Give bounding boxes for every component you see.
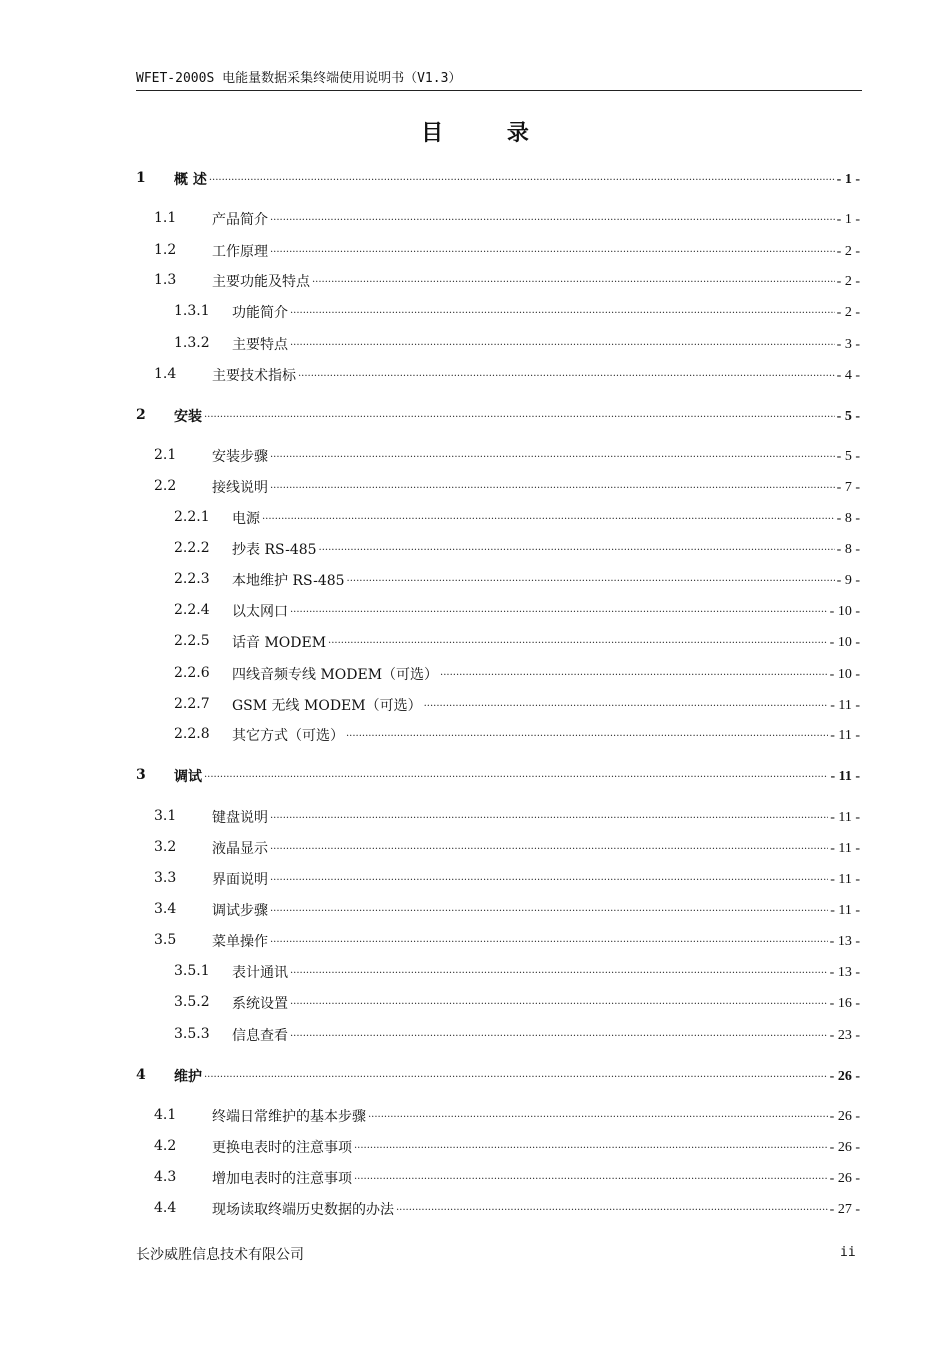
toc-leader-dots: [204, 408, 835, 426]
toc-entry[interactable]: [174, 568, 860, 590]
toc-entry[interactable]: [154, 207, 860, 229]
toc-entry-title: 主要功能及特点: [212, 274, 310, 290]
toc-entry-page: - 2 -: [836, 244, 860, 259]
toc-entry-number: 4.4: [154, 1200, 177, 1216]
toc-entry-number: 2.1: [154, 447, 177, 463]
toc-entry-title: 菜单操作: [212, 934, 268, 950]
toc-leader-dots: [270, 243, 835, 261]
toc-entry-number: 3.5.2: [174, 994, 210, 1010]
toc-entry-number: 2.2.7: [174, 696, 210, 712]
toc-entry[interactable]: [154, 269, 860, 291]
toc-entry-number: 3: [136, 767, 146, 783]
toc-entry[interactable]: [154, 475, 860, 497]
toc-entry[interactable]: [154, 1197, 860, 1219]
toc-entry-number: 2.2.2: [174, 540, 210, 556]
toc-entry-page: - 26 -: [829, 1171, 860, 1186]
toc-entry-page: - 11 -: [830, 728, 860, 743]
toc-entry-title: 概 述: [174, 172, 207, 188]
toc-leader-dots: [290, 304, 835, 322]
toc-entry-title: 增加电表时的注意事项: [212, 1171, 352, 1187]
toc-entry-title: 安装步骤: [212, 449, 268, 465]
toc-entry-page: - 2 -: [836, 305, 860, 320]
toc-leader-dots: [270, 840, 828, 858]
toc-entry[interactable]: [154, 867, 860, 889]
toc-leader-dots: [440, 666, 828, 684]
toc-entry-page: - 3 -: [836, 337, 860, 352]
toc-entry[interactable]: [174, 662, 860, 684]
toc-entry-number: 3.5.1: [174, 963, 210, 979]
toc-entry-number: 3.3: [154, 870, 177, 886]
toc-leader-dots: [354, 1139, 828, 1157]
toc-entry-title: 本地维护 RS-485: [232, 573, 345, 589]
toc-entry-page: - 4 -: [836, 368, 860, 383]
toc-entry[interactable]: [174, 960, 860, 982]
toc-entry-title: 抄表 RS-485: [232, 542, 317, 558]
toc-entry-number: 3.1: [154, 808, 177, 824]
toc-entry-number: 1.1: [154, 210, 177, 226]
toc-entry-title: 键盘说明: [212, 810, 268, 826]
toc-leader-dots: [270, 211, 835, 229]
toc-entry[interactable]: [154, 1135, 860, 1157]
toc-entry-title: 其它方式（可选）: [232, 728, 344, 744]
toc-entry-title: 终端日常维护的基本步骤: [212, 1109, 366, 1125]
toc-entry-number: 3.5: [154, 932, 177, 948]
toc-entry-title: 液晶显示: [212, 841, 268, 857]
toc-entry-number: 2.2.3: [174, 571, 210, 587]
toc-entry-number: 2.2.8: [174, 726, 210, 742]
footer-page-number: ii: [840, 1245, 856, 1260]
toc-entry[interactable]: [174, 1023, 860, 1045]
toc-entry[interactable]: [174, 991, 860, 1013]
toc-entry-title: 产品简介: [212, 212, 268, 228]
toc-entry-number: 1: [136, 170, 146, 186]
toc-entry-number: 4.1: [154, 1107, 177, 1123]
toc-entry-number: 4.3: [154, 1169, 177, 1185]
toc-entry-number: 1.3.2: [174, 335, 210, 351]
toc-entry-title: 主要技术指标: [212, 368, 296, 384]
toc-entry[interactable]: [154, 239, 860, 261]
footer-company: 长沙威胜信息技术有限公司: [136, 1247, 304, 1263]
toc-entry-number: 2.2.6: [174, 665, 210, 681]
toc-entry-page: - 5 -: [836, 409, 860, 424]
toc-leader-dots: [290, 964, 828, 982]
toc-leader-dots: [328, 634, 828, 652]
toc-leader-dots: [270, 933, 828, 951]
toc-entry-page: - 13 -: [829, 965, 860, 980]
toc-title: 目 录: [421, 121, 557, 146]
toc-entry-title: 接线说明: [212, 480, 268, 496]
toc-entry-page: - 8 -: [836, 511, 860, 526]
header-title: WFET-2000S 电能量数据采集终端使用说明书（V1.3）: [136, 71, 462, 86]
toc-entry-page: - 5 -: [836, 449, 860, 464]
toc-leader-dots: [290, 995, 828, 1013]
toc-leader-dots: [290, 336, 835, 354]
toc-entry-title: 维护: [174, 1069, 202, 1085]
toc-entry-number: 4.2: [154, 1138, 177, 1154]
toc-entry-title: 现场读取终端历史数据的办法: [212, 1202, 394, 1218]
toc-entry-page: - 8 -: [836, 542, 860, 557]
toc-entry-number: 2.2.5: [174, 633, 210, 649]
toc-entry[interactable]: [174, 506, 860, 528]
toc-entry[interactable]: [174, 693, 860, 715]
toc-entry-title: 主要特点: [232, 337, 288, 353]
toc-entry-title: 更换电表时的注意事项: [212, 1140, 352, 1156]
toc-entry-page: - 7 -: [836, 480, 860, 495]
toc-entry[interactable]: [174, 723, 860, 745]
toc-leader-dots: [209, 171, 835, 189]
toc-entry-title: 安装: [174, 409, 202, 425]
toc-entry-number: 3.4: [154, 901, 177, 917]
toc-entry[interactable]: [174, 537, 860, 559]
toc-entry[interactable]: [174, 300, 860, 322]
toc-entry-page: - 26 -: [829, 1069, 860, 1084]
toc-entry-title: 话音 MODEM: [232, 635, 327, 651]
toc-entry-page: - 13 -: [829, 934, 860, 949]
toc-leader-dots: [346, 727, 828, 745]
toc-entry-title: 系统设置: [232, 996, 288, 1012]
toc-entry[interactable]: [154, 444, 860, 466]
toc-leader-dots: [270, 479, 835, 497]
toc-leader-dots: [347, 572, 835, 590]
toc-entry-page: - 11 -: [830, 872, 860, 887]
toc-entry-page: - 26 -: [829, 1109, 860, 1124]
toc-entry-page: - 11 -: [830, 810, 860, 825]
toc-leader-dots: [368, 1108, 828, 1126]
toc-leader-dots: [270, 809, 828, 827]
toc-entry-title: GSM 无线 MODEM（可选）: [232, 698, 422, 714]
toc-leader-dots: [354, 1170, 828, 1188]
toc-entry-title: 信息查看: [232, 1028, 288, 1044]
toc-leader-dots: [290, 1027, 828, 1045]
toc-entry-page: - 11 -: [830, 769, 860, 784]
toc-entry-title: 功能简介: [232, 305, 288, 321]
toc-leader-dots: [270, 902, 828, 920]
toc-entry[interactable]: [136, 764, 860, 786]
toc-entry[interactable]: [174, 332, 860, 354]
toc-leader-dots: [424, 697, 829, 715]
toc-entry-title: 四线音频专线 MODEM（可选）: [232, 667, 439, 683]
toc-entry[interactable]: [154, 1104, 860, 1126]
toc-entry-title: 调试步骤: [212, 903, 268, 919]
toc-entry-page: - 10 -: [829, 635, 860, 650]
toc-leader-dots: [396, 1201, 828, 1219]
toc-entry-number: 3.2: [154, 839, 177, 855]
toc-entry-number: 4: [136, 1067, 146, 1083]
toc-entry-number: 2.2.4: [174, 602, 210, 618]
toc-entry-page: - 27 -: [829, 1202, 860, 1217]
toc-entry[interactable]: [154, 929, 860, 951]
toc-entry-page: - 11 -: [830, 841, 860, 856]
toc-leader-dots: [270, 448, 835, 466]
toc-leader-dots: [204, 768, 828, 786]
toc-entry-page: - 1 -: [836, 212, 860, 227]
toc-leader-dots: [262, 510, 835, 528]
toc-entry-title: 以太网口: [232, 604, 288, 620]
toc-entry-title: 工作原理: [212, 244, 268, 260]
toc-entry-number: 2: [136, 407, 146, 423]
toc-entry-number: 2.2: [154, 478, 177, 494]
toc-leader-dots: [312, 273, 835, 291]
toc-entry-page: - 23 -: [829, 1028, 860, 1043]
toc-entry-title: 调试: [174, 769, 202, 785]
toc-entry[interactable]: [154, 836, 860, 858]
toc-entry-page: - 16 -: [829, 996, 860, 1011]
toc-entry-number: 3.5.3: [174, 1026, 210, 1042]
toc-entry[interactable]: [136, 167, 860, 189]
toc-entry-page: - 10 -: [829, 667, 860, 682]
toc-entry-page: - 11 -: [830, 903, 860, 918]
toc-entry-number: 1.3.1: [174, 303, 210, 319]
toc-leader-dots: [290, 603, 828, 621]
toc-entry-number: 1.2: [154, 242, 177, 258]
toc-entry[interactable]: [154, 363, 860, 385]
toc-entry-number: 2.2.1: [174, 509, 210, 525]
toc-entry[interactable]: [136, 1064, 860, 1086]
toc-entry-page: - 2 -: [836, 274, 860, 289]
toc-leader-dots: [204, 1068, 828, 1086]
toc-entry-page: - 9 -: [836, 573, 860, 588]
toc-entry[interactable]: [154, 898, 860, 920]
toc-entry-number: 1.4: [154, 366, 177, 382]
toc-leader-dots: [319, 541, 835, 559]
toc-entry[interactable]: [174, 630, 860, 652]
toc-entry[interactable]: [154, 805, 860, 827]
toc-entry-page: - 1 -: [836, 172, 860, 187]
toc-entry-title: 电源: [232, 511, 260, 527]
toc-entry[interactable]: [136, 404, 860, 426]
toc-leader-dots: [298, 367, 835, 385]
toc-entry-number: 1.3: [154, 272, 177, 288]
toc-entry-page: - 10 -: [829, 604, 860, 619]
toc-entry[interactable]: [174, 599, 860, 621]
toc-entry[interactable]: [154, 1166, 860, 1188]
toc-leader-dots: [270, 871, 828, 889]
toc-entry-title: 表计通讯: [232, 965, 288, 981]
toc-entry-title: 界面说明: [212, 872, 268, 888]
toc-entry-page: - 26 -: [829, 1140, 860, 1155]
toc-entry-page: - 11 -: [830, 698, 860, 713]
